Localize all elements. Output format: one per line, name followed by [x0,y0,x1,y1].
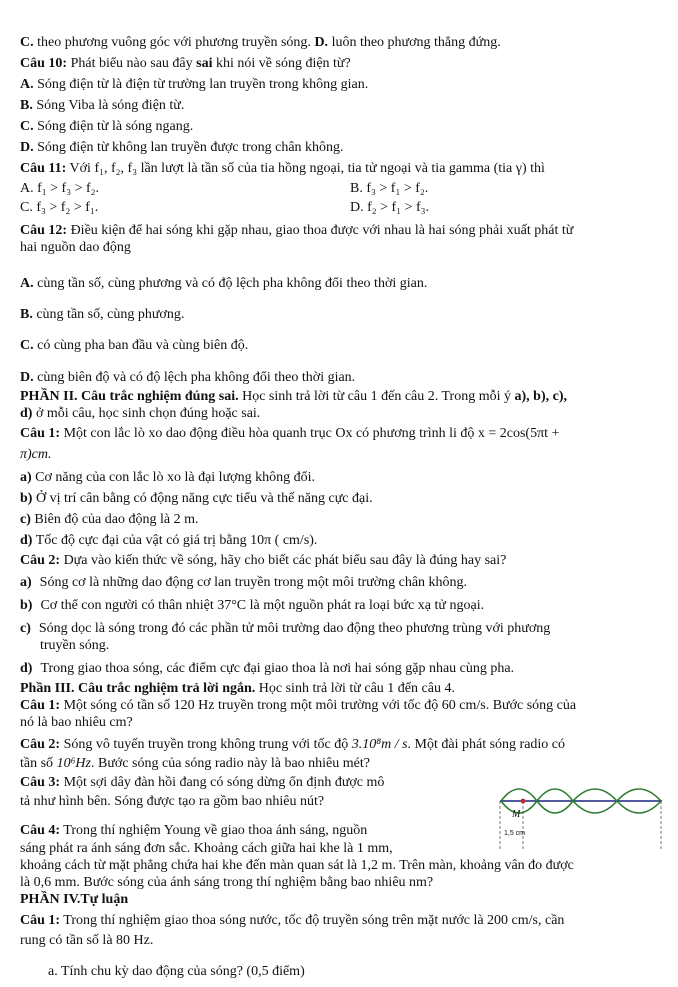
point-m [521,799,526,804]
part3-q2-label: Câu 2: [20,737,61,752]
part2-q1-text: Một con lắc lò xo dao động điều hòa quanh trục Ox có phương trình li độ x = 2cos(5πt + [60,426,560,441]
part2-q2-d [20,660,514,677]
part2-q1-c [20,511,198,528]
text-span: A. [20,77,34,92]
text-span: Phát biểu nào sau đây [67,56,197,71]
text-span: C. [20,35,34,50]
part2-q2-a-label: a) [20,575,32,590]
part4-q1-cont: rung có tần số là 80 Hz. [20,933,154,948]
text-span: Sóng điện từ là sóng ngang. [33,119,194,134]
text-span: luôn theo phương thẳng đứng. [328,35,501,50]
part3-q4-text1: Trong thí nghiệm Young về giao thoa ánh sáng, nguồn [60,823,368,838]
part2-q1-b [20,490,373,507]
text-span: sai [196,56,213,71]
text-line-l4 [20,97,184,114]
part2-q2-a [20,574,467,591]
q12-option-a [20,275,427,292]
text-span: theo phương vuông góc với phương truyền sóng. [33,35,315,50]
part2-q1-c-label: c) [20,512,31,527]
part3-q4-cont1: sáng phát ra ánh sáng đơn sắc. Khoảng cách giữa hai khe là 1 mm, [20,841,393,856]
q11-option-d: D. f₂ > f₁ > f₃. [350,200,430,215]
part2-q1 [20,425,559,442]
part2-q1-b-text: Ở vị trí cân bằng có động năng cực tiểu và thế năng cực đại. [32,491,373,506]
part4-title: PHẦN IV.Tự luận [20,892,129,907]
part2-q2 [20,552,506,569]
text-line-l7 [20,160,545,177]
part4-q1-text1: Trong thí nghiệm giao thoa sóng nước, tốc độ truyền sóng trên mặt nước là 200 cm/s, cần [60,913,565,928]
q12-option-b [20,306,184,323]
part2-intro: Học sinh trả lời từ câu 1 đến câu 2. Trong mỗi ý [238,389,515,404]
part2-heading [20,388,567,405]
part4-q1-label: Câu 1: [20,913,61,928]
part2-q2-c-text: Sóng dọc là sóng trong đó các phần tử môi trường dao động theo phương trùng với phương [38,621,551,636]
part2-q1-c-text: Biên độ của dao động là 2 m. [30,512,199,527]
part2-q1-a-label: a) [20,470,32,485]
part3-q1-cont: nó là bao nhiêu cm? [20,715,133,730]
part2-q1-cont: π)cm. [20,447,52,462]
part4-q1-a: a. Tính chu kỳ dao động của sóng? (0,5 điểm) [48,964,305,979]
part2-q2-a-text: Sóng cơ là những dao động cơ lan truyền trong một môi trường chân không. [39,575,468,590]
part2-q1-a-text: Cơ năng của con lắc lò xo là đại lượng không đổi. [31,470,315,485]
part4-q1 [20,912,564,929]
q12-option-c [20,337,248,354]
part2-q1-d-text: Tốc độ cực đại của vật có giá trị bằng 10π ( cm/s). [32,533,318,548]
q12-c-text: có cùng pha ban đầu và cùng biên độ. [33,338,249,353]
part2-q2-b-temp: 37°C [217,598,247,613]
part2-intro-2: ở mỗi câu, học sinh chọn đúng hoặc sai. [32,406,261,421]
part3-q2-freq: 10⁶Hz [56,756,91,771]
q12-d-text: cùng biên độ và có độ lệch pha không đổi theo thời gian. [33,370,356,385]
part3-intro: Học sinh trả lời từ câu 1 đến câu 4. [255,681,455,696]
part3-title: Phần III. Câu trắc nghiệm trả lời ngắn. [20,681,256,696]
part2-q2-b-text2: là một nguồn phát ra loại bức xạ tử ngoại. [246,598,485,613]
text-span: khi nói về sóng điện từ? [212,56,351,71]
q12-option-d [20,369,355,386]
part3-q2-speed: 3.10⁸m / s [351,737,408,752]
text-span: Câu 11: [20,161,67,176]
part2-q1-d [20,532,317,549]
part2-q2-c-cont: truyền sóng. [40,638,110,653]
text-line-l2 [20,55,351,72]
text-span: Với f₁, f₂, f₃ lần lượt là tần số của tia hồng ngoại, tia tử ngoại và tia gamma (tia γ) thì [66,161,545,176]
part3-q3-label: Câu 3: [20,775,61,790]
part2-q2-b-label: b) [20,598,33,613]
part3-heading [20,680,455,697]
part3-q1-text: Một sóng có tần số 120 Hz truyền trong một môi trường với tốc độ 60 cm/s. Bước sóng của [60,698,577,713]
q12-b-label: B. [20,307,33,322]
part2-q2-b-text1: Cơ thể con người có thân nhiệt [40,598,218,613]
part3-q2-cont [20,755,370,772]
q12-b-text: cùng tần số, cùng phương. [32,307,185,322]
part2-q1-d-label: d) [20,533,33,548]
part3-q4-cont2: khoảng cách từ mặt phẳng chứa hai khe đến màn quan sát là 1,2 m. Trên màn, khoảng vân đo được [20,858,574,873]
part3-q4-cont3: là 0,6 mm. Bước sóng của ánh sáng trong thí nghiệm bằng bao nhiêu nm? [20,875,434,890]
text-span: Sóng điện từ là điện từ trường lan truyền trong không gian. [33,77,369,92]
part3-q4 [20,822,367,839]
part2-q2-d-label: d) [20,661,33,676]
part3-q2 [20,736,565,753]
part3-q2-text3b: . Bước sóng của sóng radio này là bao nhiêu mét? [91,756,370,771]
part2-q1-label: Câu 1: [20,426,61,441]
text-line-l5 [20,118,193,135]
part3-q2-text2: . Một đài phát sóng radio có [407,737,566,752]
text-span: B. [20,98,33,113]
q12-stem-cont: hai nguồn dao động [20,240,131,255]
text-span: Câu 10: [20,56,68,71]
text-span: Sóng Viba là sóng điện từ. [32,98,185,113]
dim-label: 1,5 cm [504,830,526,837]
part3-q4-label: Câu 4: [20,823,61,838]
text-line-l1 [20,34,501,51]
text-line-l6 [20,139,344,156]
part3-q3-cont: tả như hình bên. Sóng được tạo ra gồm bao nhiêu nút? [20,794,325,809]
part3-q2-text3a: tần số [20,756,57,771]
text-span: D. [20,140,34,155]
part2-title: PHẦN II. Câu trắc nghiệm đúng sai. [20,389,239,404]
part2-q1-b-label: b) [20,491,33,506]
part3-q3-text1: Một sợi dây đàn hồi đang có sóng dừng ổn định được mô [60,775,385,790]
part3-q1 [20,697,576,714]
q12-stem [20,222,573,239]
text-line-l3 [20,76,368,93]
q12-a-text: cùng tần số, cùng phương và có độ lệch pha không đổi theo thời gian. [33,276,428,291]
q12-label: Câu 12: [20,223,68,238]
part2-q2-text: Dựa vào kiến thức về sóng, hãy cho biết các phát biểu sau đây là đúng hay sai? [60,553,507,568]
part2-heading-cont [20,405,260,422]
part2-q1-a [20,469,315,486]
part3-q1-label: Câu 1: [20,698,61,713]
q12-d-label: D. [20,370,34,385]
q12-a-label: A. [20,276,34,291]
text-span: Sóng điện từ không lan truyền được trong chân không. [33,140,344,155]
text-span: D. [314,35,329,50]
part2-q2-c [20,620,550,637]
point-m-label: M [512,809,521,820]
part2-opts: a), b), c), [514,389,567,404]
part2-q2-c-label: c) [20,621,31,636]
q12-c-label: C. [20,338,34,353]
q11-option-b: B. f₃ > f₁ > f₂. [350,181,429,196]
part2-opt-d: d) [20,406,33,421]
text-span: C. [20,119,34,134]
part3-q2-text1: Sóng vô tuyến truyền trong không trung với tốc độ [60,737,352,752]
part2-q2-label: Câu 2: [20,553,61,568]
q12-stem-text: Điều kiện để hai sóng khi gặp nhau, giao thoa được với nhau là hai sóng phải xuất phát từ [67,223,574,238]
part3-q3 [20,774,384,791]
q11-option-c: C. f₃ > f₂ > f₁. [20,200,99,215]
q11-option-a: A. f₁ > f₃ > f₂. [20,181,100,196]
part2-q2-b [20,597,484,614]
part2-q2-d-text: Trong giao thoa sóng, các điểm cực đại giao thoa là nơi hai sóng gặp nhau cùng pha. [40,661,515,676]
standing-wave-figure [496,781,666,853]
